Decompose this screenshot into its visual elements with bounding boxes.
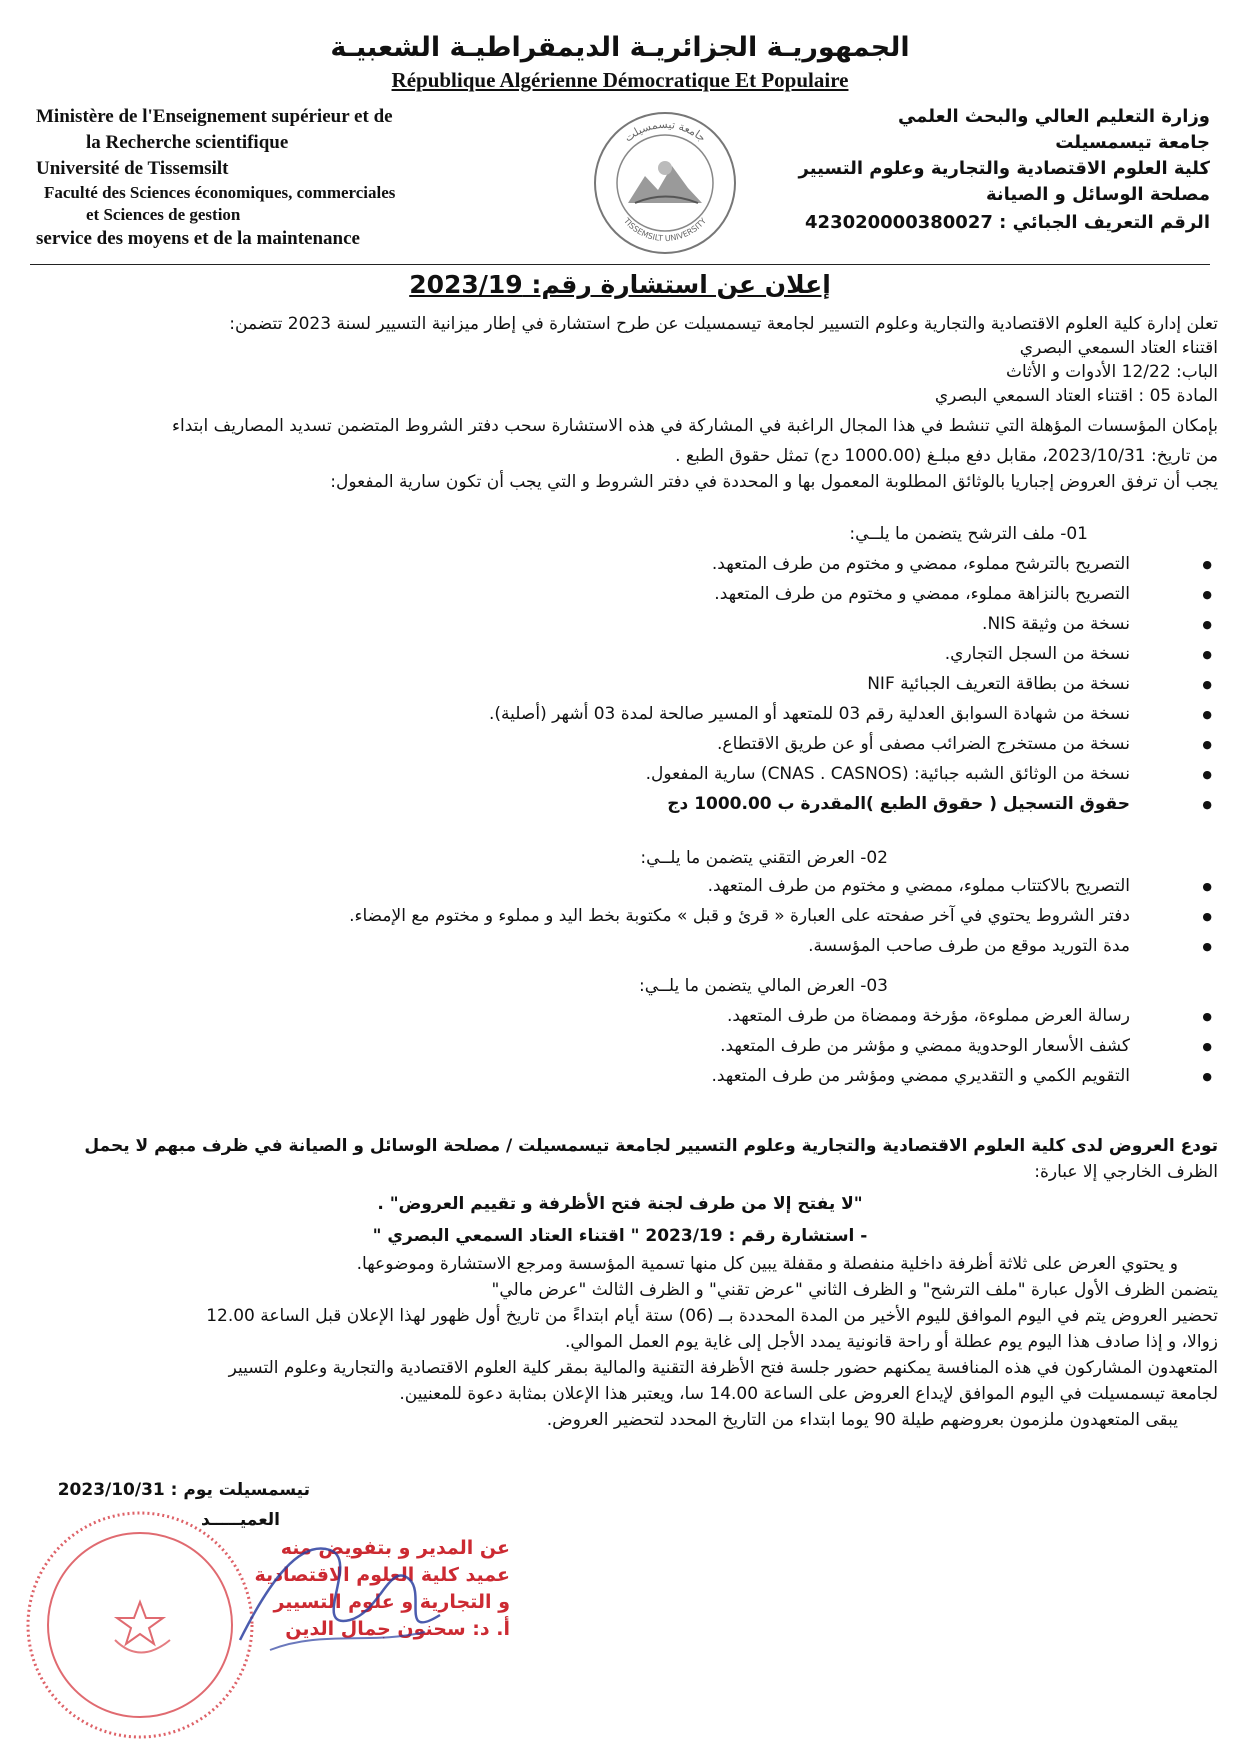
list-item: ● نسخة من السجل التجاري.: [22, 642, 1218, 666]
intro-line: تعلن إدارة كلية العلوم الاقتصادية والتجارية وعلوم التسيير لجامعة تيسمسيلت عن طرح استشارة في إطار ميزانية التسيير لسنة 2023 تتضمن:: [229, 314, 1218, 334]
section-technical: [22, 846, 1218, 958]
list-item: ● نسخة من شهادة السوابق العدلية رقم 03 للمتعهد أو المسير صالحة لمدة 03 أشهر (أصلية).: [22, 702, 1218, 726]
place-date: تيسمسيلت يوم : 2023/10/31: [57, 1480, 310, 1500]
institution-fr: [36, 104, 506, 252]
intro-line: بإمكان المؤسسات المؤهلة التي تنشط في هذا المجال الراغبة في المشاركة في هذه الاستشارة سحب دفتر الشروط المتضمن تسديد المصاريف ابتداء: [171, 416, 1218, 436]
intro-line: من تاريخ: 2023/10/31، مقابل دفع مبلـغ (1000.00 دج) تمثل حقوق الطبع .: [675, 446, 1218, 466]
section-heading: 03- العرض المالي يتضمن ما يلــي:: [639, 976, 888, 996]
intro-line: يجب أن ترفق العروض إجباريا بالوثائق المطلوبة المعمول بها و المحددة في دفتر الشروط و التي يجب أن تكون سارية المفعول:: [330, 472, 1218, 492]
faculty-ar: كلية العلوم الاقتصادية والتجارية وعلوم التسيير: [798, 158, 1210, 179]
deposit-line: و يحتوي العرض على ثلاثة أظرفة داخلية منفصلة و مقفلة يبين كل منها تسمية المؤسسة ومرجع الاستشارة وموضوعها.: [356, 1254, 1178, 1274]
deposit-line: الظرف الخارجي إلا عبارة:: [1034, 1162, 1218, 1182]
deposit-line: يبقى المتعهدون ملزمون بعروضهم طيلة 90 يوما ابتداء من التاريخ المحدد لتحضير العروض.: [546, 1410, 1178, 1430]
deposit-line: "لا يفتح إلا من طرف لجنة فتح الأظرفة و تقييم العروض" .: [377, 1194, 863, 1214]
signatory-role: العميـــــد: [200, 1510, 280, 1530]
handwritten-signature-icon: [210, 1520, 470, 1680]
announcement-title: [0, 270, 1240, 299]
logo-text-top: جامعة تيسمسيلت: [621, 117, 709, 145]
list-item: ● التصريح بالاكتتاب مملوء، ممضي و مختوم من طرف المتعهد.: [22, 874, 1218, 898]
deposit-line: يتضمن الظرف الأول عبارة "ملف الترشح" و الظرف الثاني "عرض تقني" و الظرف الثالث "عرض مالي": [491, 1280, 1218, 1300]
stamp-line: أ. د: سحنون جمال الدين: [285, 1618, 510, 1640]
list-item: ● التصريح بالترشح مملوء، ممضي و مختوم من طرف المتعهد.: [22, 552, 1218, 576]
deposit-line: لجامعة تيسمسيلت في اليوم الموافق لإيداع العروض على الساعة 14.00 سا، ويعتبر هذا الإعلان بمثابة دعوة للمعنيين.: [399, 1384, 1218, 1404]
list-item: ● مدة التوريد موقع من طرف صاحب المؤسسة.: [22, 934, 1218, 958]
deposit-line: زوالا، و إذا صادف هذا اليوم يوم عطلة أو راحة قانونية يمدد الأجل إلى غاية يوم العمل الموالي.: [564, 1332, 1218, 1352]
deposit-line: تحضير العروض يتم في اليوم الموافق لليوم الأخير من المدة المحددة بــ (06) ستة أيام ابتداءً من تاريخ أول ظهور لهذا الإعلان قبل الساعة 12.00: [206, 1306, 1218, 1326]
list-item: ● التقويم الكمي و التقديري ممضي ومؤشر من طرف المتعهد.: [22, 1064, 1218, 1088]
university-name-fr: Université de Tissemsilt: [36, 158, 229, 179]
intro-line: المادة 05 : اقتناء العتاد السمعي البصري: [934, 386, 1218, 406]
faculty-line-1: Faculté des Sciences économiques, commerciales: [44, 183, 396, 202]
deposit-line: المتعهدون المشاركون في هذه المنافسة يمكنهم حضور جلسة فتح الأظرفة التقنية والمالية بمقر كلية العلوم الاقتصادية والتجارية وعلوم التسيير: [228, 1358, 1218, 1378]
ministry-ar: وزارة التعليم العالي والبحث العلمي: [897, 106, 1210, 127]
institution-ar: [690, 104, 1210, 236]
list-item: ● كشف الأسعار الوحدوية ممضي و مؤشر من طرف المتعهد.: [22, 1034, 1218, 1058]
intro-line: اقتناء العتاد السمعي البصري: [1019, 338, 1218, 358]
intro-line: الباب: 12/22 الأدوات و الأثاث: [1005, 362, 1218, 382]
service-name-fr: service des moyens et de la maintenance: [36, 228, 360, 249]
signature-area: [20, 1480, 540, 1740]
ministry-line-2: la Recherche scientifique: [86, 132, 289, 153]
list-item: ● نسخة من مستخرج الضرائب مصفى أو عن طريق الاقتطاع.: [22, 732, 1218, 756]
list-item: ● نسخة من وثيقة NIS.: [22, 612, 1218, 636]
deposit-line: - استشارة رقم : 2023/19 " اقتناء العتاد السمعي البصري ": [372, 1226, 868, 1246]
section-financial: [22, 974, 1218, 1088]
deposit-line: تودع العروض لدى كلية العلوم الاقتصادية والتجارية وعلوم التسيير لجامعة تيسمسيلت / مصلحة الوسائل و الصيانة في ظرف مبهم لا يحمل: [84, 1136, 1218, 1156]
service-ar: مصلحة الوسائل و الصيانة: [985, 184, 1210, 205]
faculty-line-2: et Sciences de gestion: [86, 205, 241, 224]
intro-section: [22, 312, 1218, 494]
section-candidacy: [22, 522, 1218, 816]
tax-id: الرقم التعريف الجبائي : 423020000380027: [805, 212, 1210, 233]
list-item: ● نسخة من بطاقة التعريف الجبائية NIF: [22, 672, 1218, 696]
university-ar: جامعة تيسمسيلت: [1055, 132, 1210, 153]
republic-title-ar: الجمهوريـة الجزائريـة الديمقراطيـة الشعبيـة: [330, 32, 910, 63]
stamp-line: و التجارية و علوم التسيير: [273, 1591, 510, 1613]
stamp-line: عن المدير و بتفويض منه: [280, 1537, 510, 1559]
list-item: ● حقوق التسجيل ( حقوق الطبع )المقدرة ب 1000.00 دج: [22, 792, 1218, 816]
ministry-line-1: Ministère de l'Enseignement supérieur et de: [36, 106, 393, 127]
header-divider: [30, 264, 1210, 265]
announcement-title-text: إعلان عن استشارة رقم: 2023/19: [409, 270, 831, 299]
stamp-line: عميد كلية العلوم الاقتصادية: [254, 1564, 510, 1586]
deposit-section: [22, 1134, 1218, 1432]
list-item: ● التصريح بالنزاهة مملوء، ممضي و مختوم من طرف المتعهد.: [22, 582, 1218, 606]
list-item: ● نسخة من الوثائق الشبه جبائية: (CNAS . CASNOS) سارية المفعول.: [22, 762, 1218, 786]
republic-title-fr: République Algérienne Démocratique Et Populaire: [391, 68, 849, 92]
logo-text-bottom: TISSEMSILT UNIVERSITY: [621, 216, 709, 244]
list-item: ● رسالة العرض مملوءة، مؤرخة وممضاة من طرف المتعهد.: [22, 1004, 1218, 1028]
section-heading: 02- العرض التقني يتضمن ما يلــي:: [640, 848, 888, 868]
list-item: ● دفتر الشروط يحتوي في آخر صفحته على العبارة « قرئ و قبل » مكتوبة بخط اليد و مملوء و مختوم مع الإمضاء.: [22, 904, 1218, 928]
section-heading: 01- ملف الترشح يتضمن ما يلــي:: [849, 524, 1088, 544]
